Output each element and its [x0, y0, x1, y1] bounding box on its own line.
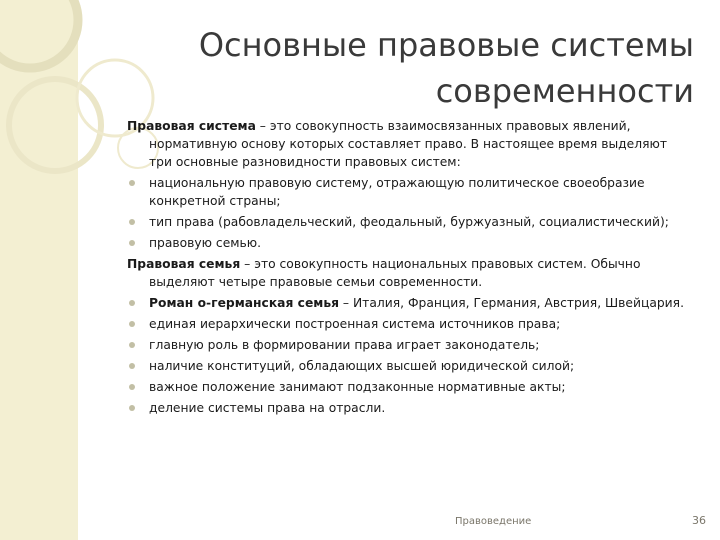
term-legal-system: Правовая система — [127, 119, 256, 133]
definition-legal-system — [127, 117, 692, 171]
list-item-text: важное положение занимают подзаконные нормативные акты; — [149, 380, 566, 394]
bullet-icon — [129, 342, 135, 348]
list-item — [127, 315, 692, 333]
bullet-icon — [129, 300, 135, 306]
bullet-icon — [129, 321, 135, 327]
title-line-1: Основные правовые системы — [198, 26, 694, 64]
title-line-2: современности — [435, 72, 694, 110]
list-item — [127, 357, 692, 375]
list-item-text: деление системы права на отрасли. — [149, 401, 386, 415]
list-item-text: главную роль в формировании права играет законодатель; — [149, 338, 540, 352]
term-romano-germanic: Роман о-германская семья — [149, 296, 340, 310]
slide-body — [127, 117, 692, 420]
list-item-text: единая иерархически построенная система источников права; — [149, 317, 561, 331]
bullet-icon — [129, 405, 135, 411]
list-item — [127, 213, 692, 231]
list-item-text: тип права (рабовладельческий, феодальный, буржуазный, социалистический); — [149, 215, 669, 229]
list-item-text: правовую семью. — [149, 236, 262, 250]
term-legal-family: Правовая семья — [127, 257, 241, 271]
list-item — [127, 378, 692, 396]
bullet-icon — [129, 384, 135, 390]
slide-title — [134, 22, 694, 114]
definition-text: – это совокупность национальных правовых систем. Обычно выделяют четыре правовые семьи современности. — [149, 257, 641, 289]
list-item-text: национальную правовую систему, отражающую политическое своеобразие конкретной страны; — [149, 176, 645, 208]
page-number: 36 — [692, 514, 706, 527]
list-item-text: наличие конституций, обладающих высшей юридической силой; — [149, 359, 575, 373]
list-item — [127, 399, 692, 417]
list-item — [127, 336, 692, 354]
bullet-icon — [129, 363, 135, 369]
list-item — [127, 174, 692, 210]
definition-legal-family — [127, 255, 692, 291]
list-item — [127, 234, 692, 252]
bullet-icon — [129, 219, 135, 225]
bullet-icon — [129, 240, 135, 246]
definition-text: – это совокупность взаимосвязанных правовых явлений, нормативную основу которых составляет право. В настоящее время выделяют три основные разновидности правовых систем: — [149, 119, 668, 169]
bullet-icon — [129, 180, 135, 186]
list-item-text: – Италия, Франция, Германия, Австрия, Швейцария. — [339, 296, 684, 310]
footer-label: Правоведение — [455, 516, 532, 527]
list-item — [127, 294, 692, 312]
